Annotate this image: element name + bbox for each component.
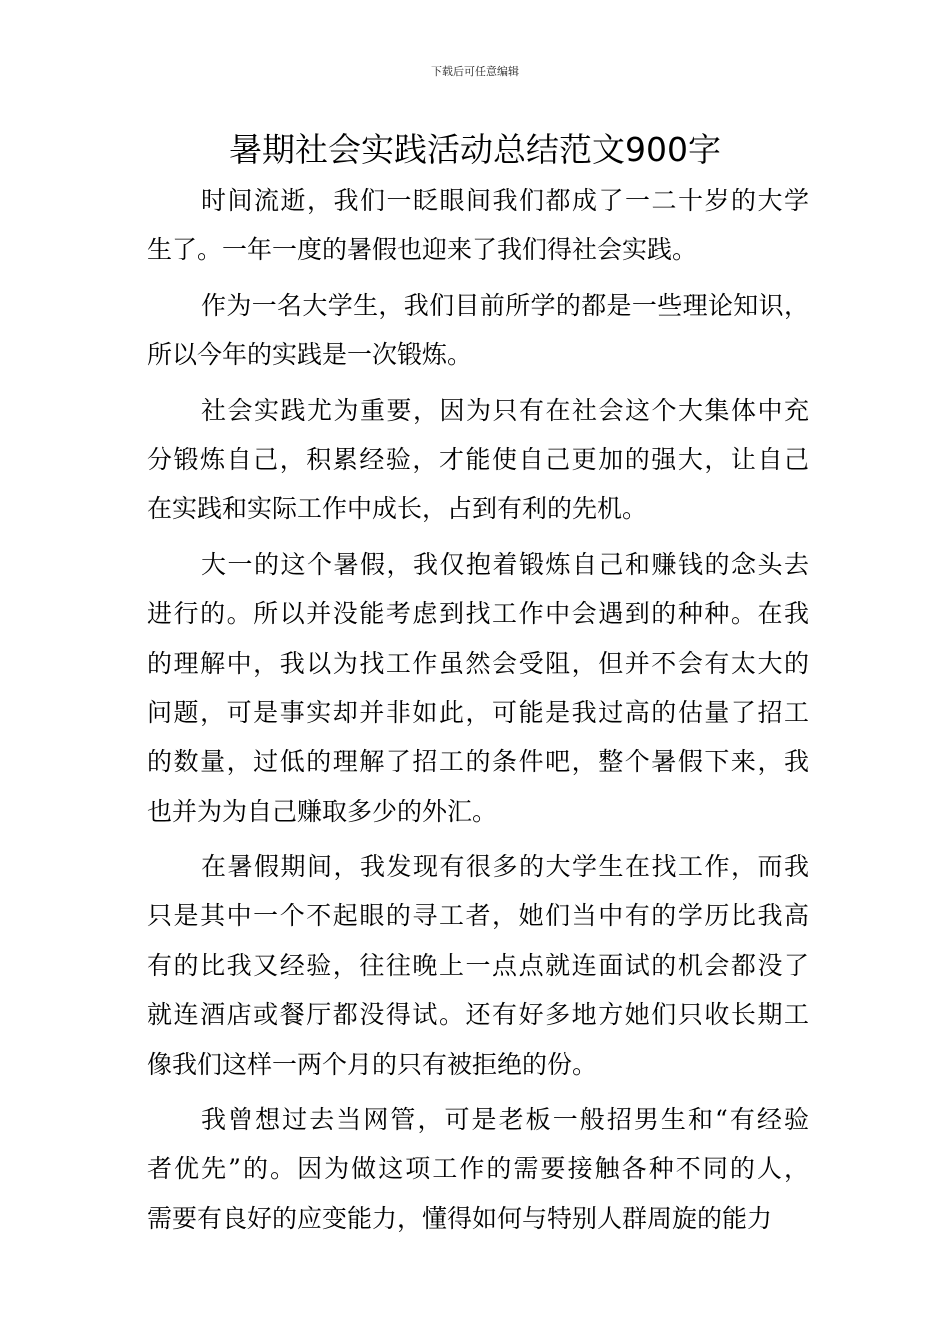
text-line: 进行的。所以并没能考虑到找工作中会遇到的种种。在我 — [147, 599, 809, 629]
text-line: 者优先”的。因为做这项工作的需要接触各种不同的人， — [147, 1154, 809, 1184]
text-line: 的数量，过低的理解了招工的条件吧，整个暑假下来，我 — [147, 747, 809, 777]
paragraph — [147, 176, 809, 275]
text-line: 我曾想过去当网管，可是老板一般招男生和“有经验 — [201, 1105, 809, 1135]
text-line: 有的比我又经验，往往晚上一点点就连面试的机会都没了 — [147, 950, 809, 980]
paragraph — [147, 281, 809, 380]
paragraph — [147, 1095, 809, 1243]
text-line: 的理解中，我以为找工作虽然会受阻，但并不会有太大的 — [147, 648, 809, 678]
text-line: 所以今年的实践是一次锻炼。 — [147, 340, 473, 370]
text-line: 在暑假期间，我发现有很多的大学生在找工作，而我 — [201, 852, 809, 882]
text-line: 时间流逝，我们一眨眼间我们都成了一二十岁的大学 — [201, 186, 809, 215]
text-line: 只是其中一个不起眼的寻工者，她们当中有的学历比我高 — [147, 901, 809, 931]
paragraph — [147, 386, 809, 534]
text-line: 大一的这个暑假，我仅抱着锻炼自己和赚钱的念头去 — [201, 549, 809, 579]
paragraph — [147, 540, 809, 836]
paragraph — [147, 842, 809, 1089]
document-title: 暑期社会实践活动总结范文900字 — [229, 130, 721, 169]
text-line: 作为一名大学生，我们目前所学的都是一些理论知识， — [201, 290, 809, 320]
text-line: 在实践和实际工作中成长，占到有利的先机。 — [147, 494, 648, 524]
text-line: 就连酒店或餐厅都没得试。还有好多地方她们只收长期工 — [147, 1000, 809, 1030]
text-line: 分锻炼自己，积累经验，才能使自己更加的强大，让自己 — [147, 444, 809, 474]
text-line: 也并为为自己赚取多少的外汇。 — [147, 796, 498, 826]
text-line: 需要有良好的应变能力，懂得如何与特别人群周旋的能力 — [147, 1203, 773, 1233]
text-line: 问题，可是事实却并非如此，可能是我过高的估量了招工 — [147, 697, 809, 727]
document-body — [147, 176, 809, 1243]
page-header-note: 下载后可任意编辑 — [431, 65, 519, 78]
text-line: 像我们这样一两个月的只有被拒绝的份。 — [147, 1049, 598, 1079]
text-line: 生了。一年一度的暑假也迎来了我们得社会实践。 — [147, 235, 698, 265]
text-line: 社会实践尤为重要，因为只有在社会这个大集体中充 — [201, 395, 809, 425]
